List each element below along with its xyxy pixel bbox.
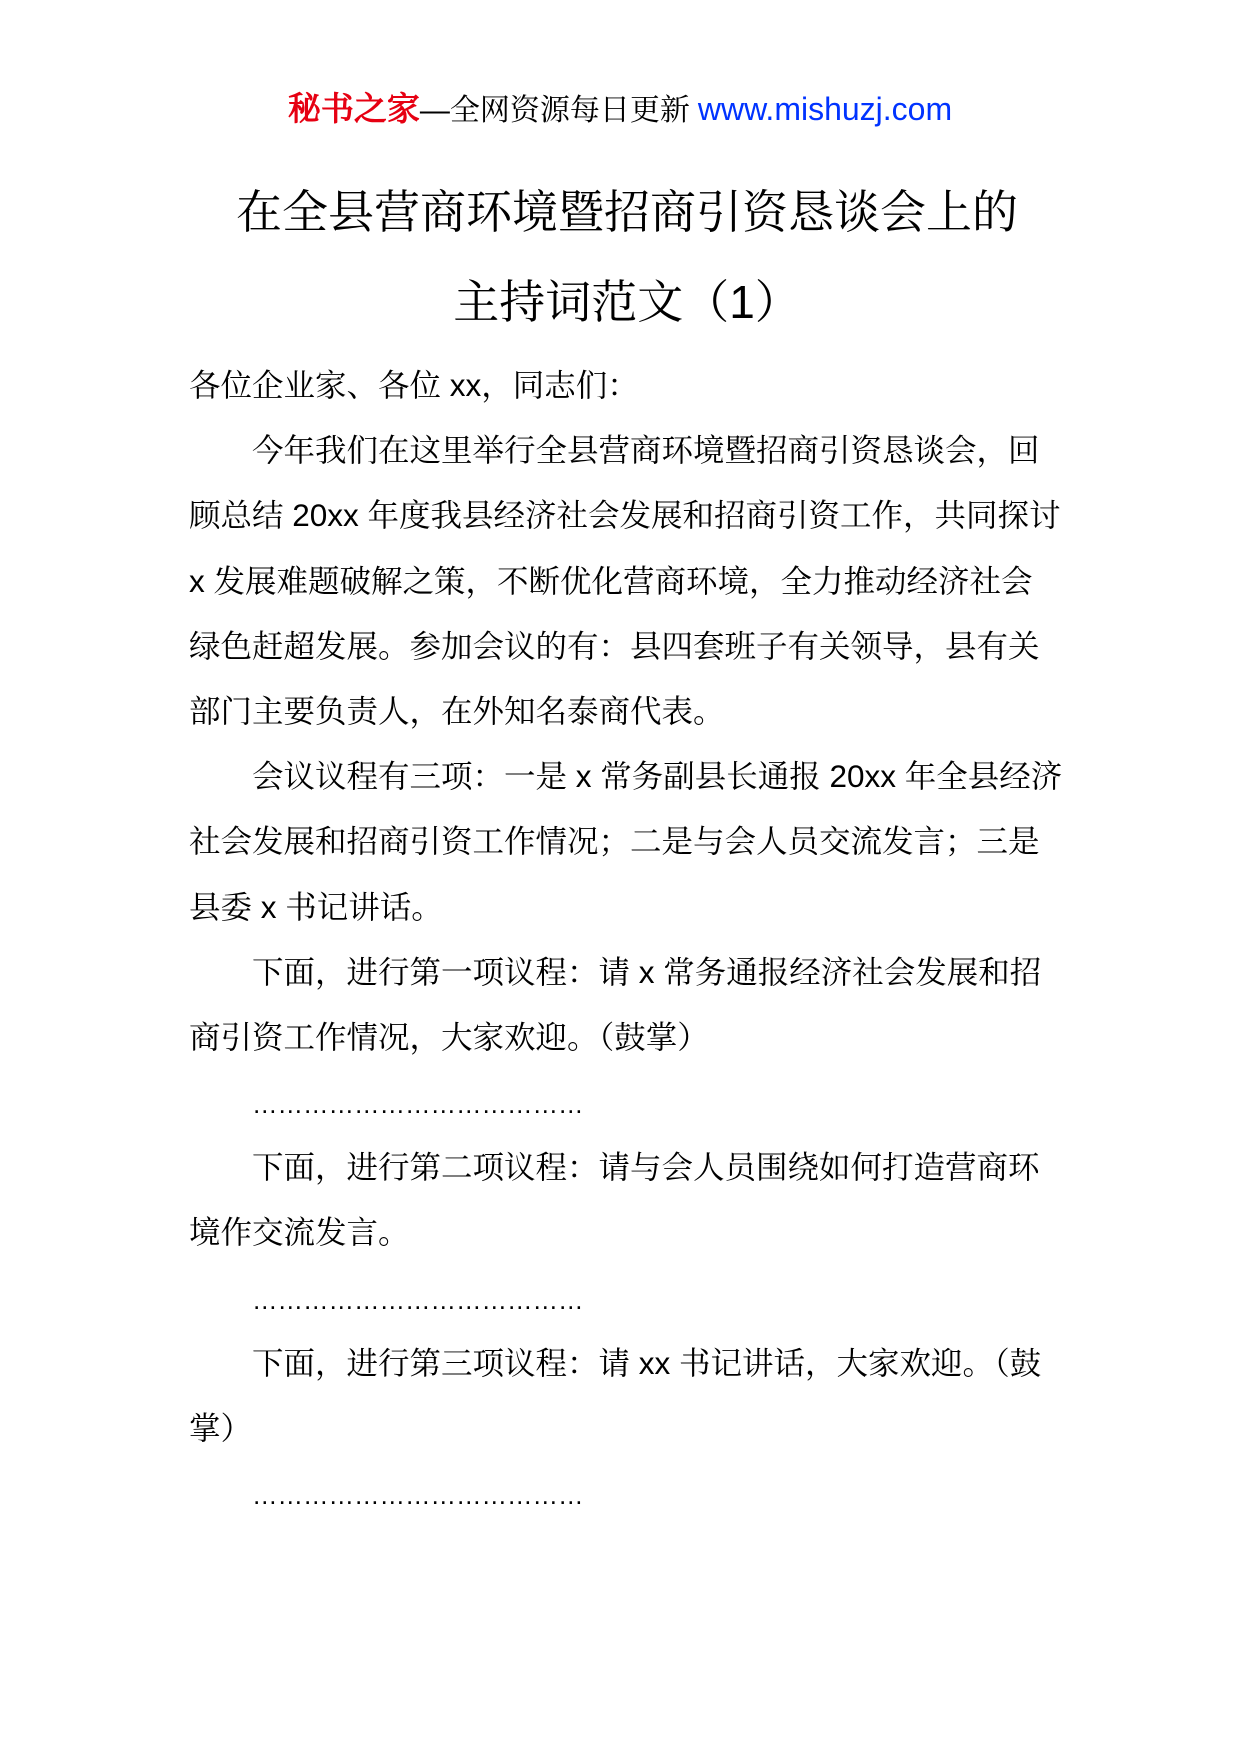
header-tagline: —全网资源每日更新 xyxy=(419,94,690,127)
paragraph-line: 今年我们在这里举行全县营商环境暨招商引资恳谈会，回 xyxy=(252,432,1040,469)
page-header xyxy=(0,86,1240,132)
paragraph-line: 顾总结 20xx 年度我县经济社会发展和招商引资工作，共同探讨 xyxy=(189,497,1061,534)
ellipsis-text: ………………………………… xyxy=(252,1091,584,1120)
ellipsis-separator xyxy=(189,1266,1065,1331)
salutation: 各位企业家、各位 xx，同志们： xyxy=(189,367,639,403)
paragraph-line: 下面，进行第三项议程：请 xx 书记讲话，大家欢迎。（鼓 xyxy=(252,1344,1042,1381)
paragraph-item-3 xyxy=(189,1331,1065,1461)
paragraph-line: 社会发展和招商引资工作情况；二是与会人员交流发言；三是 xyxy=(189,823,1040,860)
brand-name: 秘书之家 xyxy=(287,90,420,127)
paragraph-line: 会议议程有三项：一是 x 常务副县长通报 20xx 年全县经济 xyxy=(252,758,1063,795)
paragraph-opening xyxy=(189,418,1065,744)
paragraph-line: 境作交流发言。 xyxy=(189,1214,410,1251)
ellipsis-separator xyxy=(189,1461,1065,1526)
paragraph-line: 下面，进行第一项议程：请 x 常务通报经济社会发展和招 xyxy=(252,953,1042,990)
paragraph-line: 绿色赶超发展。参加会议的有：县四套班子有关领导，县有关 xyxy=(189,627,1040,664)
paragraph-item-1 xyxy=(189,940,1065,1070)
paragraph-line: 掌） xyxy=(189,1410,253,1446)
ellipsis-text: ………………………………… xyxy=(252,1482,584,1511)
paragraph-line: 县委 x 书记讲话。 xyxy=(189,888,443,925)
paragraph-item-2 xyxy=(189,1135,1065,1265)
paragraph-line: 下面，进行第二项议程：请与会人员围绕如何打造营商环 xyxy=(252,1149,1040,1186)
paragraph-line: 部门主要负责人，在外知名泰商代表。 xyxy=(189,692,725,729)
website-link[interactable]: www.mishuzj.com xyxy=(697,91,953,127)
ellipsis-separator xyxy=(189,1070,1065,1135)
document-title xyxy=(189,167,1065,347)
document-title-line-2: 主持词范文（1） xyxy=(453,276,801,328)
document-body xyxy=(189,353,1065,1526)
paragraph-line: 商引资工作情况，大家欢迎。（鼓掌） xyxy=(189,1018,709,1055)
document-title-line-1: 在全县营商环境暨招商引资恳谈会上的 xyxy=(236,186,1018,238)
paragraph-agenda xyxy=(189,744,1065,940)
ellipsis-text: ………………………………… xyxy=(252,1286,584,1315)
paragraph-line: x 发展难题破解之策，不断优化营商环境，全力推动经济社会 xyxy=(189,562,1033,599)
